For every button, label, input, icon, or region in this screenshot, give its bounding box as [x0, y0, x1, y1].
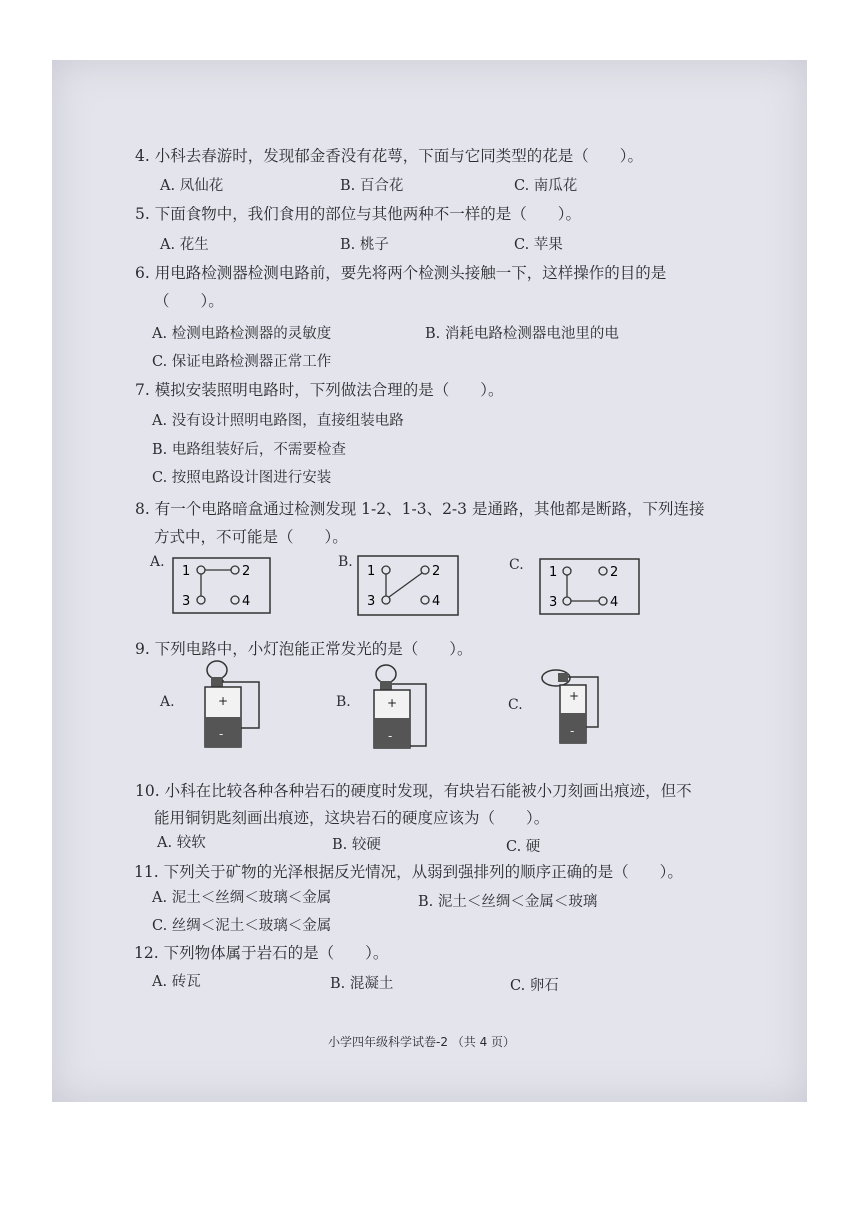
- exam-page: [52, 60, 807, 1102]
- question-12-option-a[interactable]: A. 砖瓦: [152, 974, 201, 990]
- question-7-stem: 7. 模拟安装照明电路时，下列做法合理的是（ ）。: [135, 381, 504, 399]
- question-8-stem: 8. 有一个电路暗盒通过检测发现 1-2、1-3、2-3 是通路，其他都是断路，下列连接: [135, 500, 705, 518]
- question-8-stem-line2: 方式中，不可能是（ ）。: [154, 528, 348, 546]
- terminal-3-label: 3: [549, 595, 558, 610]
- question-11-option-b[interactable]: B. 泥土＜丝绸＜金属＜玻璃: [418, 894, 598, 910]
- question-6-option-c[interactable]: C. 保证电路检测器正常工作: [152, 354, 332, 370]
- question-6-option-a[interactable]: A. 检测电路检测器的灵敏度: [152, 326, 332, 342]
- question-12-option-c[interactable]: C. 卵石: [510, 978, 559, 994]
- battery-plus-label: +: [387, 696, 398, 710]
- question-12-stem: 12. 下列物体属于岩石的是（ ）。: [134, 944, 389, 962]
- question-4-stem: 4. 小科去春游时，发现郁金香没有花萼，下面与它同类型的花是（ ）。: [135, 147, 643, 165]
- terminal-1-label: 1: [182, 564, 191, 579]
- question-4-option-a[interactable]: A. 凤仙花: [160, 178, 224, 194]
- battery-plus-label: +: [218, 694, 229, 708]
- terminal-4-label: 4: [432, 594, 441, 609]
- question-4-option-b[interactable]: B. 百合花: [340, 178, 404, 194]
- page-footer: 小学四年级科学试卷-2 （共 4 页）: [328, 1035, 516, 1049]
- question-9-option-a[interactable]: A.: [160, 694, 175, 710]
- question-5-option-b[interactable]: B. 桃子: [340, 237, 389, 253]
- question-7-option-a[interactable]: A. 没有设计照明电路图，直接组装电路: [152, 413, 404, 429]
- question-11-option-a[interactable]: A. 泥土＜丝绸＜玻璃＜金属: [152, 890, 332, 906]
- question-8-option-b[interactable]: B.: [338, 554, 353, 570]
- junction-box-diagram-c: [539, 558, 641, 616]
- terminal-1-label: 1: [367, 564, 376, 579]
- question-8-option-a[interactable]: A.: [150, 554, 165, 570]
- question-5-option-c[interactable]: C. 苹果: [514, 237, 563, 253]
- circuit-diagram-c: [538, 665, 608, 747]
- circuit-diagram-b: [366, 660, 436, 750]
- junction-box-diagram-b: [357, 555, 460, 617]
- terminal-3-label: 3: [367, 594, 376, 609]
- terminal-2-label: 2: [432, 564, 441, 579]
- battery-plus-label: +: [569, 689, 580, 703]
- question-9-stem: 9. 下列电路中，小灯泡能正常发光的是（ ）。: [135, 640, 473, 658]
- terminal-4-label: 4: [242, 594, 251, 609]
- question-5-option-a[interactable]: A. 花生: [160, 237, 209, 253]
- battery-minus-label: -: [570, 724, 575, 738]
- question-12-option-b[interactable]: B. 混凝土: [330, 976, 394, 992]
- terminal-2-label: 2: [242, 564, 251, 579]
- question-10-option-b[interactable]: B. 较硬: [332, 837, 381, 853]
- battery-minus-label: -: [219, 727, 224, 741]
- battery-minus-label: -: [388, 729, 393, 743]
- question-10-stem: 10. 小科在比较各种各种岩石的硬度时发现，有块岩石能被小刀刻画出痕迹，但不: [135, 782, 692, 800]
- terminal-4-label: 4: [610, 595, 619, 610]
- question-4-option-c[interactable]: C. 南瓜花: [514, 178, 578, 194]
- question-9-option-c[interactable]: C.: [508, 697, 523, 713]
- question-6-stem: 6. 用电路检测器检测电路前，要先将两个检测头接触一下，这样操作的目的是: [135, 264, 667, 282]
- question-10-option-c[interactable]: C. 硬: [506, 839, 541, 855]
- question-8-option-c[interactable]: C.: [509, 557, 524, 573]
- question-10-option-a[interactable]: A. 较软: [157, 835, 206, 851]
- question-7-option-c[interactable]: C. 按照电路设计图进行安装: [152, 470, 332, 486]
- question-7-option-b[interactable]: B. 电路组装好后，不需要检查: [152, 442, 346, 458]
- terminal-3-label: 3: [182, 594, 191, 609]
- question-6-option-b[interactable]: B. 消耗电路检测器电池里的电: [425, 326, 619, 342]
- question-11-option-c[interactable]: C. 丝绸＜泥土＜玻璃＜金属: [152, 918, 332, 934]
- question-10-stem-line2: 能用铜钥匙刻画出痕迹，这块岩石的硬度应该为（ ）。: [154, 809, 550, 827]
- question-6-stem-line2: （ ）。: [154, 292, 224, 310]
- question-9-option-b[interactable]: B.: [336, 694, 351, 710]
- junction-box-diagram-a: [172, 557, 272, 615]
- terminal-2-label: 2: [610, 565, 619, 580]
- question-5-stem: 5. 下面食物中，我们食用的部位与其他两种不一样的是（ ）。: [135, 205, 581, 223]
- terminal-1-label: 1: [549, 565, 558, 580]
- circuit-diagram-a: [197, 658, 267, 750]
- question-11-stem: 11. 下列关于矿物的光泽根据反光情况，从弱到强排列的顺序正确的是（ ）。: [134, 863, 683, 881]
